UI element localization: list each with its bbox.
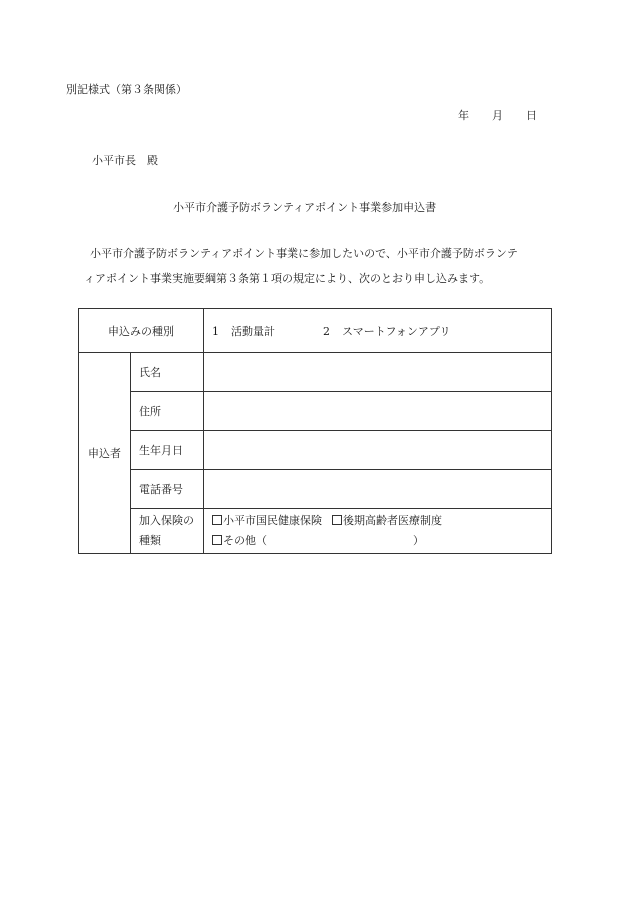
insurance-options	[204, 509, 552, 554]
name-field[interactable]	[204, 353, 552, 392]
option2-text[interactable]: スマートフォンアプリ	[342, 324, 451, 338]
insurance-label-line2: 種類	[139, 534, 161, 547]
addressee: 小平市長 殿	[92, 154, 158, 167]
applicant-label: 申込者	[79, 353, 131, 554]
body-text	[84, 241, 554, 291]
table-row	[79, 431, 552, 470]
table-row	[79, 353, 552, 392]
table-row	[79, 309, 552, 353]
body-line-1: 小平市介護予防ボランティアポイント事業に参加したいので、小平市介護予防ボランテ	[90, 247, 518, 260]
birthdate-label: 生年月日	[131, 431, 204, 470]
insurance-option-3: その他（	[223, 534, 267, 547]
phone-field[interactable]	[204, 470, 552, 509]
table-row	[79, 392, 552, 431]
insurance-label-line1: 加入保険の	[139, 514, 194, 527]
checkbox-national-health[interactable]	[212, 515, 222, 525]
date-day: 日	[526, 109, 537, 122]
insurance-option-1: 小平市国民健康保険	[223, 514, 322, 527]
option1-number: 1	[212, 324, 219, 338]
insurance-label	[131, 509, 204, 554]
type-label: 申込みの種別	[79, 309, 204, 353]
option1-text[interactable]: 活動量計	[231, 324, 275, 338]
checkbox-other[interactable]	[212, 535, 222, 545]
insurance-option-2: 後期高齢者医療制度	[343, 514, 442, 527]
date-month: 月	[492, 109, 503, 122]
date-year: 年	[458, 109, 469, 122]
option2-number: 2	[323, 324, 330, 338]
date-line	[458, 107, 537, 123]
insurance-option-3-close: ）	[413, 534, 424, 547]
type-options[interactable]	[204, 309, 552, 353]
body-line-2: ィアポイント事業実施要綱第３条第１項の規定により、次のとおり申し込みます。	[84, 272, 491, 285]
checkbox-late-elderly[interactable]	[332, 515, 342, 525]
form-reference: 別記様式（第３条関係）	[66, 83, 187, 96]
application-table	[78, 308, 552, 554]
table-row	[79, 509, 552, 554]
table-row	[79, 470, 552, 509]
birthdate-field[interactable]	[204, 431, 552, 470]
document-title: 小平市介護予防ボランティアポイント事業参加申込書	[173, 201, 437, 214]
phone-label: 電話番号	[131, 470, 204, 509]
address-field[interactable]	[204, 392, 552, 431]
address-label: 住所	[131, 392, 204, 431]
name-label: 氏名	[131, 353, 204, 392]
